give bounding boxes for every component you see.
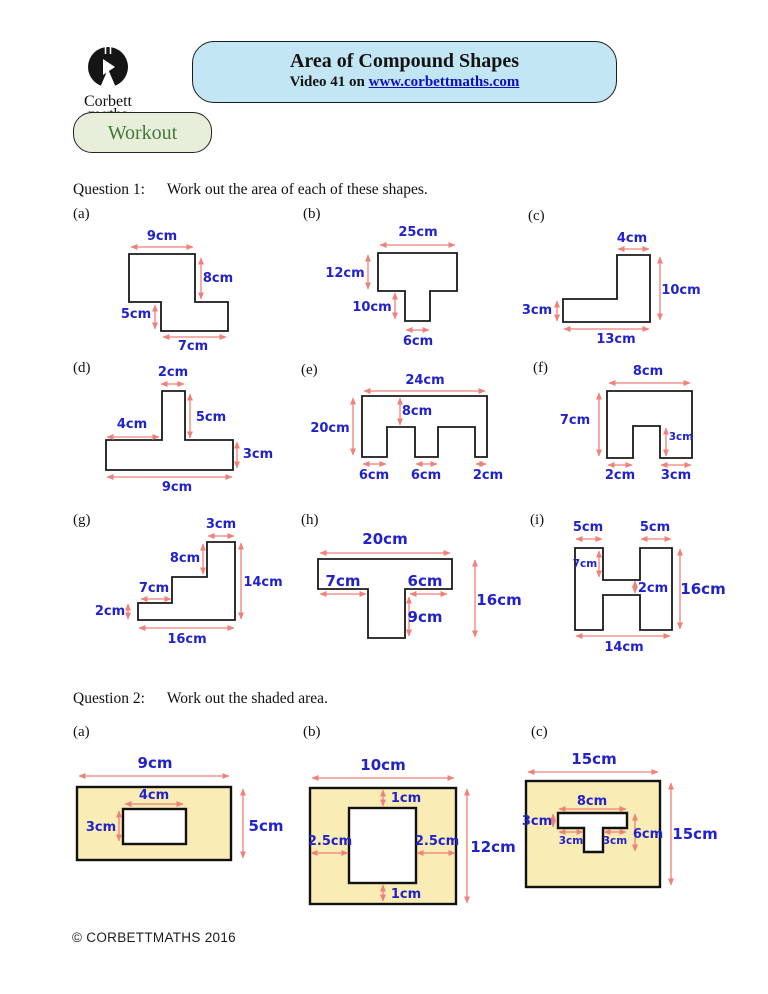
dimension-label: 3cm [85,820,117,835]
dimension-label: 9cm [407,608,443,626]
dimension-label: 8cm [632,364,664,379]
dimension-label: 2cm [94,604,126,619]
dimension-label: 9cm [161,480,193,495]
dimension-label: 8cm [576,794,608,809]
question1-label: Question 1: [73,181,145,198]
question1-heading [73,181,428,199]
shape-figure-h [295,510,529,665]
dimension-label: 2cm [604,468,636,483]
dimension-label: 8cm [169,551,201,566]
dimension-label: 8cm [202,271,234,286]
dimension-label: 5cm [120,307,152,322]
shape-letter: (a) [73,724,90,740]
shape-figure-i [525,510,750,670]
shaded-figure-a [60,745,295,880]
dimension-label: 3cm [521,814,553,829]
dimension-label: 2.5cm [414,834,460,849]
dimension-label: 16cm [476,591,522,609]
shape-outline [563,255,650,322]
shape-figure-b [295,205,525,355]
dimension-label: 3cm [660,468,692,483]
shape-figure-g [65,510,295,665]
dimension-label: 12cm [470,838,516,856]
dimension-label: 1cm [390,887,422,902]
dimension-label: 15cm [672,825,718,843]
dimension-label: 2cm [472,468,504,483]
shaded-figure-b [295,745,530,920]
dimension-label: 16cm [680,580,726,598]
dimension-label: 14cm [243,575,283,590]
shape-letter: (h) [301,512,319,528]
dimension-label: 7cm [138,581,170,596]
dimension-label: 10cm [352,300,392,315]
title-box [192,41,617,103]
dimension-label: 3cm [602,835,628,847]
shape-letter: (e) [301,362,318,378]
shape-figure-d [65,358,295,508]
dimension-label: 4cm [138,788,170,803]
shape-outline [607,391,692,458]
dimension-label: 3cm [205,517,237,532]
video-subtitle [193,74,616,91]
dimension-label: 20cm [362,530,408,548]
shape-figure-c [520,205,730,355]
dimension-label: 2cm [157,365,189,380]
dimension-label: 3cm [668,431,694,443]
dimension-label: 10cm [661,283,701,298]
dimension-label: 6cm [632,827,664,842]
dimension-label: 7cm [177,339,209,354]
question2-label: Question 2: [73,690,145,707]
shape-letter: (d) [73,360,91,376]
dimension-label: 7cm [325,572,361,590]
dimension-label: 2.5cm [307,834,353,849]
shape-letter: (a) [73,206,90,222]
page-title: Area of Compound Shapes [289,50,520,72]
shape-outline [318,559,452,638]
copyright-text: © CORBETTMATHS 2016 [72,930,236,945]
shape-figure-f [520,358,735,508]
shape-figure-a [65,205,295,355]
logo-text-line1: Corbett [84,93,132,110]
dimension-label: 7cm [572,558,598,570]
workout-badge: Workout [73,112,212,153]
shape-letter: (g) [73,512,91,528]
dimension-label: 16cm [167,632,207,647]
shape-letter: (b) [303,206,321,222]
shaded-figure-c [520,745,765,920]
corbettmaths-logo-icon [86,42,130,90]
question1-text: Work out the area of each of these shapes. [166,181,428,198]
dimension-label: 7cm [559,413,591,428]
shape-letter: (f) [533,360,548,376]
shape-figure-e [295,358,530,508]
shape-letter: (c) [528,208,545,224]
dimension-label: 5cm [639,520,671,535]
dimension-label: 3cm [521,303,553,318]
dimension-label: 5cm [248,817,284,835]
dimension-label: 4cm [116,417,148,432]
shape-letter: (i) [530,512,545,528]
dimension-label: 14cm [604,640,644,655]
shape-letter: (b) [303,724,321,740]
dimension-label: 15cm [571,750,617,768]
dimension-label: 20cm [310,421,350,436]
dimension-label: 12cm [325,266,365,281]
dimension-label: 10cm [360,756,406,774]
hole-rectangle [123,809,186,844]
hole-rectangle [349,808,416,883]
shape-letter: (c) [531,724,548,740]
dimension-label: 3cm [242,447,274,462]
dimension-label: 5cm [195,410,227,425]
dimension-label: 9cm [146,229,178,244]
dimension-label: 5cm [572,520,604,535]
corbettmaths-logo [78,42,138,121]
dimension-label: 2cm [637,581,669,596]
dimension-label: 6cm [407,572,443,590]
video-prefix: Video 41 on [289,74,369,90]
dimension-label: 3cm [558,835,584,847]
question2-text: Work out the shaded area. [166,690,328,707]
question2-heading [73,690,328,708]
dimension-label: 24cm [405,373,445,388]
dimension-label: 6cm [358,468,390,483]
dimension-label: 6cm [402,334,434,349]
dimension-label: 6cm [410,468,442,483]
dimension-label: 25cm [398,225,438,240]
dimension-label: 13cm [596,332,636,347]
dimension-label: 8cm [401,404,433,419]
dimension-label: 4cm [616,231,648,246]
dimension-label: 9cm [137,754,173,772]
corbettmaths-link[interactable]: www.corbettmaths.com [368,74,520,90]
dimension-label: 1cm [390,791,422,806]
